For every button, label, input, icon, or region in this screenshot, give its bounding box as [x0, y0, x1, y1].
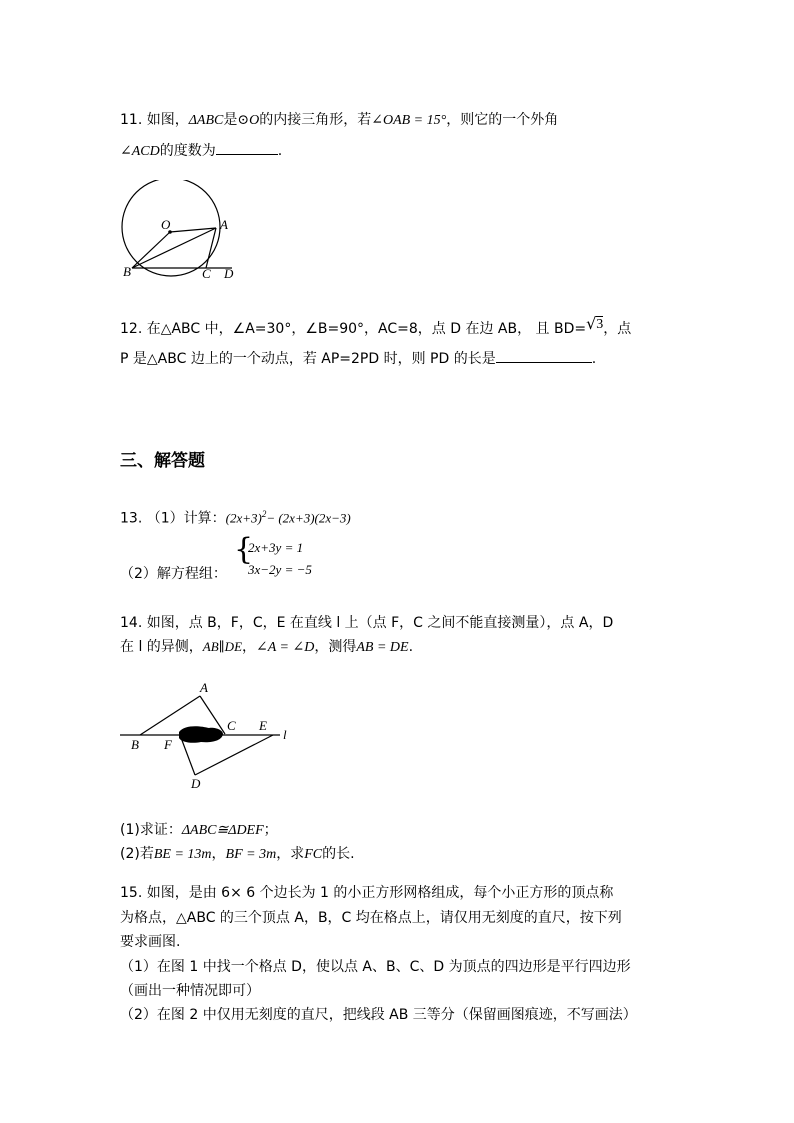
- q12-text: 12. 在△ABC 中，∠A=30°，∠B=90°，AC=8，点 D 在边 AB， 且 BD=: [120, 321, 587, 337]
- q14-text: ，: [211, 846, 226, 862]
- q13-part1: [120, 504, 351, 529]
- q14-text: ，求: [276, 846, 305, 862]
- q11-angle-oab: ∠OAB = 15°: [371, 113, 447, 128]
- q15-line2: 为格点，△ABC 的三个顶点 A，B，C 均在格点上，请仅用无刻度的直尺，按下列: [120, 910, 622, 926]
- q14-angles: ∠A = ∠D: [256, 640, 315, 655]
- q14-text: ，: [242, 639, 257, 655]
- label-o: O: [161, 217, 171, 232]
- q15-line4: （1）在图 1 中找一个格点 D，使以点 A、B、C、D 为顶点的四边形是平行四边形: [120, 959, 631, 975]
- q14-text: 的长.: [322, 846, 355, 862]
- label-b: B: [131, 737, 139, 752]
- label-l: l: [283, 727, 287, 742]
- q11-text: .: [277, 143, 283, 159]
- q15-line5: （画出一种情况即可）: [120, 983, 260, 999]
- q11-text: 11. 如图，: [120, 112, 189, 128]
- label-c: C: [202, 266, 211, 281]
- label-d: D: [224, 266, 234, 281]
- q11-text: ，则它的一个外角: [446, 112, 559, 128]
- obstacle-blob-icon: [179, 726, 223, 743]
- q14-text: .: [408, 639, 414, 655]
- brace-icon: {: [234, 532, 254, 567]
- label-f: F: [164, 737, 172, 752]
- q11-text: 是: [223, 112, 238, 128]
- q11-text: 的内接三角形，若: [259, 112, 372, 128]
- q14-text: (1)求证：: [120, 822, 182, 838]
- label-c: C: [227, 718, 236, 733]
- q11-text: 的度数为: [159, 143, 216, 159]
- q14-equal: AB = DE: [356, 640, 409, 655]
- q11-line1: [120, 110, 558, 131]
- q13-part2-label: （2）解方程组：: [120, 566, 227, 582]
- q14-sub1: [120, 820, 278, 841]
- q14-line2: [120, 637, 413, 658]
- q15-line6: （2）在图 2 中仅用无刻度的直尺，把线段 AB 三等分（保留画图痕迹，不写画法）: [120, 1007, 637, 1023]
- sqrt-icon: √: [586, 314, 597, 333]
- q11-answer-blank: [216, 140, 278, 155]
- label-b: B: [123, 264, 131, 279]
- label-d: D: [191, 776, 201, 791]
- q14-figure: [115, 676, 300, 796]
- q14-congruence: ΔABC≅ΔDEF: [181, 823, 264, 838]
- segment-ab: [132, 228, 216, 268]
- q12-answer-blank: [496, 348, 592, 363]
- q13-equation-2: 3x−2y = −5: [248, 562, 312, 577]
- segment-ob: [132, 232, 170, 268]
- q15-line3: 要求画图.: [120, 934, 181, 950]
- q14-bf: BF = 3m: [225, 847, 277, 862]
- q13-exponent: 2: [261, 509, 267, 519]
- q12-text: .: [591, 351, 597, 367]
- q15-line1: 15. 如图，是由 6× 6 个边长为 1 的小正方形网格组成，每个小正方形的顶点称: [120, 885, 614, 901]
- q12-text: ，点: [603, 321, 632, 337]
- q11-circle-figure: [110, 180, 250, 282]
- q13-expr: − (2x+3)(2x−3): [266, 510, 351, 526]
- q11-triangle-abc: ΔABC: [188, 113, 224, 128]
- label-a: A: [220, 217, 228, 232]
- q13-part1-label: 13. （1）计算：: [120, 510, 226, 527]
- q11-angle-acd: ∠ACD: [120, 144, 160, 159]
- q11-line2: [120, 140, 282, 162]
- q14-line1: 14. 如图，点 B，F，C，E 在直线 l 上（点 F，C 之间不能直接测量），点 A，D: [120, 615, 614, 631]
- q12-line2: [120, 348, 596, 369]
- q13-expr: (2x+3): [225, 510, 262, 526]
- q13-equation-1: 2x+3y = 1: [248, 540, 304, 555]
- label-a: A: [200, 680, 208, 695]
- q14-sub2: [120, 844, 355, 865]
- q12-sqrt-value: 3: [596, 317, 604, 332]
- q14-be: BE = 13m: [153, 847, 212, 862]
- q14-parallel: AB∥DE: [202, 639, 243, 654]
- q14-text: (2)若: [120, 846, 154, 862]
- q12-line1: [120, 314, 632, 340]
- q12-text: P 是△ABC 边上的一个动点，若 AP=2PD 时，则 PD 的长是: [120, 351, 496, 367]
- label-e: E: [259, 718, 267, 733]
- q14-text: ，测得: [314, 639, 357, 655]
- circle-o-shape: [122, 180, 220, 276]
- q14-fc: FC: [304, 847, 323, 862]
- segment-ac: [206, 228, 216, 268]
- q11-circle-o: ⊙O: [237, 113, 260, 128]
- q14-text: ；: [263, 822, 278, 838]
- section-title: 三、解答题: [120, 451, 205, 471]
- q14-text: 在 l 的异侧，: [120, 639, 203, 655]
